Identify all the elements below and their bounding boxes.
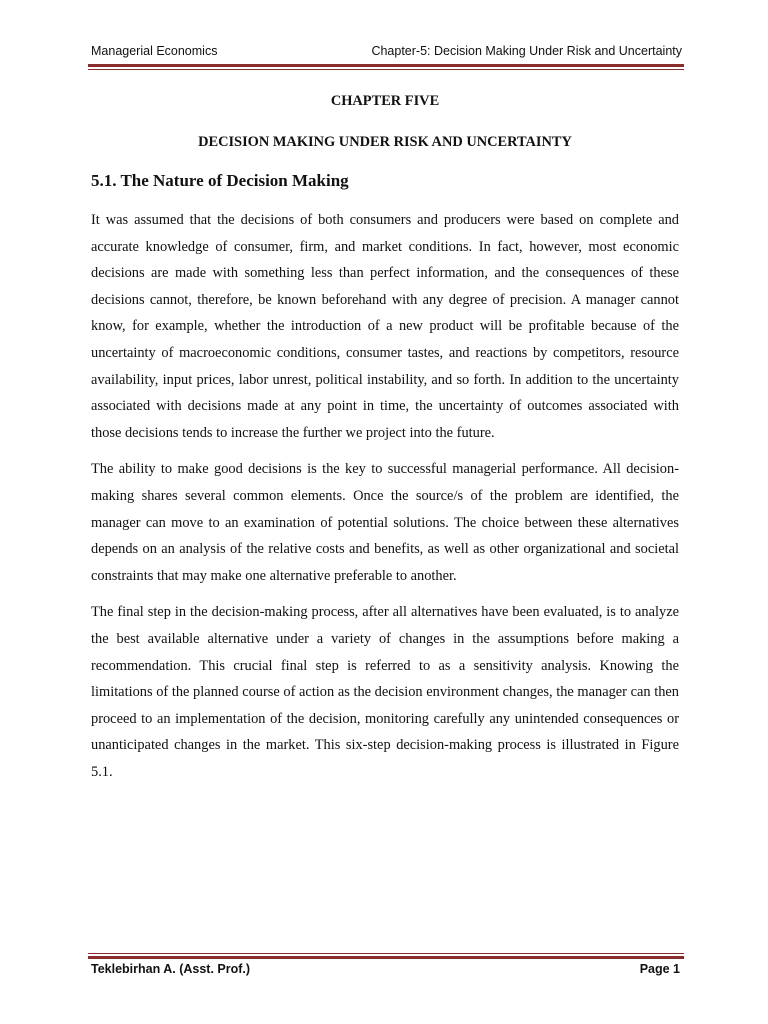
header-rule-thick <box>88 64 684 67</box>
page-content <box>91 90 679 795</box>
paragraph-1: It was assumed that the decisions of both consumers and producers were based on complete and accurate knowledge of consumer, firm, and market conditions. In fact, however, most economic decisions are made with something less than perfect information, and the consequences of these decisions cannot, therefore, be known beforehand with any degree of precision. A manager cannot know, for example, whether the introduction of a new product will be profitable because of the uncertainty of macroeconomic conditions, consumer tastes, and reactions by competitors, resource availability, input prices, labor unrest, political instability, and so forth. In addition to the uncertainty associated with decisions made at any point in time, the uncertainty of outcomes associated with those decisions tends to increase the further we project into the future. <box>91 212 679 441</box>
header-chapter-title: Chapter-5: Decision Making Under Risk and Uncertainty <box>371 44 682 58</box>
header-book-title: Managerial Economics <box>91 44 218 58</box>
header-rule-thin <box>88 69 684 70</box>
footer-page-number: Page 1 <box>639 962 680 976</box>
footer-author: Teklebirhan A. (Asst. Prof.) <box>91 962 251 976</box>
section-heading: 5.1. The Nature of Decision Making <box>91 171 349 190</box>
chapter-label: CHAPTER FIVE <box>330 93 440 109</box>
paragraph-2: The ability to make good decisions is the key to successful managerial performance. All decision-making shares several common elements. Once the source/s of the problem are identified, the manager can move to an examination of potential solutions. The choice between these alternatives depends on an analysis of the relative costs and benefits, as well as other organizational and societal constraints that may make one alternative preferable to another. <box>91 461 679 584</box>
paragraph-3: The final step in the decision-making process, after all alternatives have been evaluated, is to analyze the best available alternative under a variety of changes in the assumptions before making a recommendation. This crucial final step is referred to as a sensitivity analysis. Knowing the limitations of the planned course of action as the decision environment changes, the manager can then proceed to an implementation of the decision, monitoring carefully any unintended consequences or unanticipated changes in the market. This six-step decision-making process is illustrated in Figure 5.1. <box>91 604 679 780</box>
running-footer <box>91 962 680 976</box>
running-header <box>91 44 682 58</box>
footer-rule-thin <box>88 953 684 954</box>
chapter-title: DECISION MAKING UNDER RISK AND UNCERTAINTY <box>198 134 572 150</box>
footer-rule-thick <box>88 956 684 959</box>
